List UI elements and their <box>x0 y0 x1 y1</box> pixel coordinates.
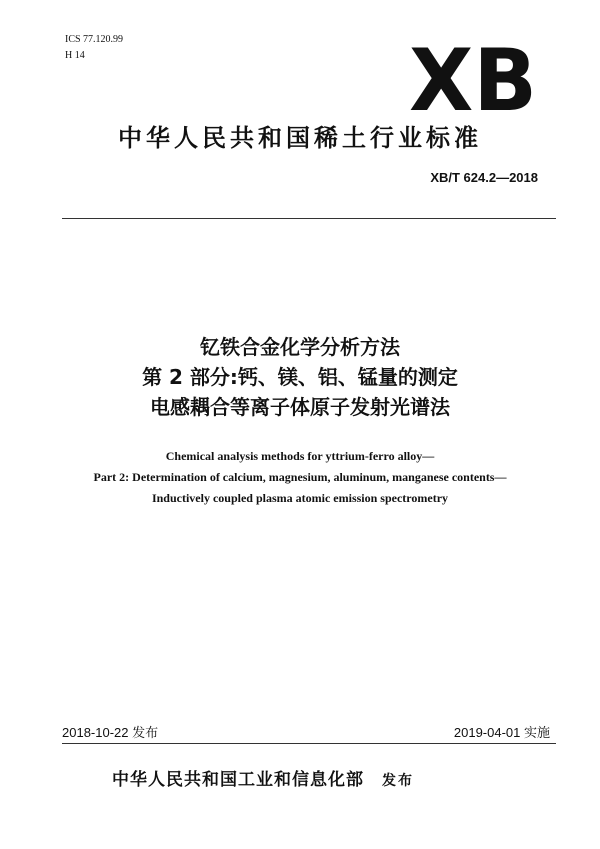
implementation-date: 2019-04-01 实施 <box>453 725 550 740</box>
chinese-title <box>0 332 600 422</box>
standard-category-title: 中华人民共和国稀土行业标准 <box>118 124 482 152</box>
english-title-line-1: Chemical analysis methods for yttrium-ferro alloy— <box>165 449 435 463</box>
english-title <box>0 446 600 509</box>
issuer-name: 中华人民共和国工业和信息化部 <box>112 770 364 790</box>
xb-logo-graphic <box>408 40 538 118</box>
ccs-code: H 14 <box>65 50 85 61</box>
issuing-authority <box>112 765 414 790</box>
chinese-title-line-3: 电感耦合等离子体原子发射光谱法 <box>150 395 450 419</box>
footer-divider <box>62 743 556 744</box>
ics-code: ICS 77.120.99 <box>65 34 124 45</box>
issue-date: 2018-10-22 发布 <box>62 725 159 740</box>
xb-logo <box>408 40 538 118</box>
classification-codes <box>65 32 123 64</box>
logo-text: XB <box>409 40 537 118</box>
header-divider <box>62 218 556 219</box>
chinese-title-line-1: 钇铁合金化学分析方法 <box>200 335 400 359</box>
english-title-line-3: Inductively coupled plasma atomic emission spectrometry <box>151 491 449 505</box>
chinese-title-line-2: 第 2 部分:钙、镁、铝、锰量的测定 <box>142 365 458 389</box>
issuer-suffix: 发布 <box>382 773 414 789</box>
standard-number: XB/T 624.2—2018 <box>430 170 538 185</box>
english-title-line-2: Part 2: Determination of calcium, magnesium, aluminum, manganese contents— <box>93 470 507 484</box>
